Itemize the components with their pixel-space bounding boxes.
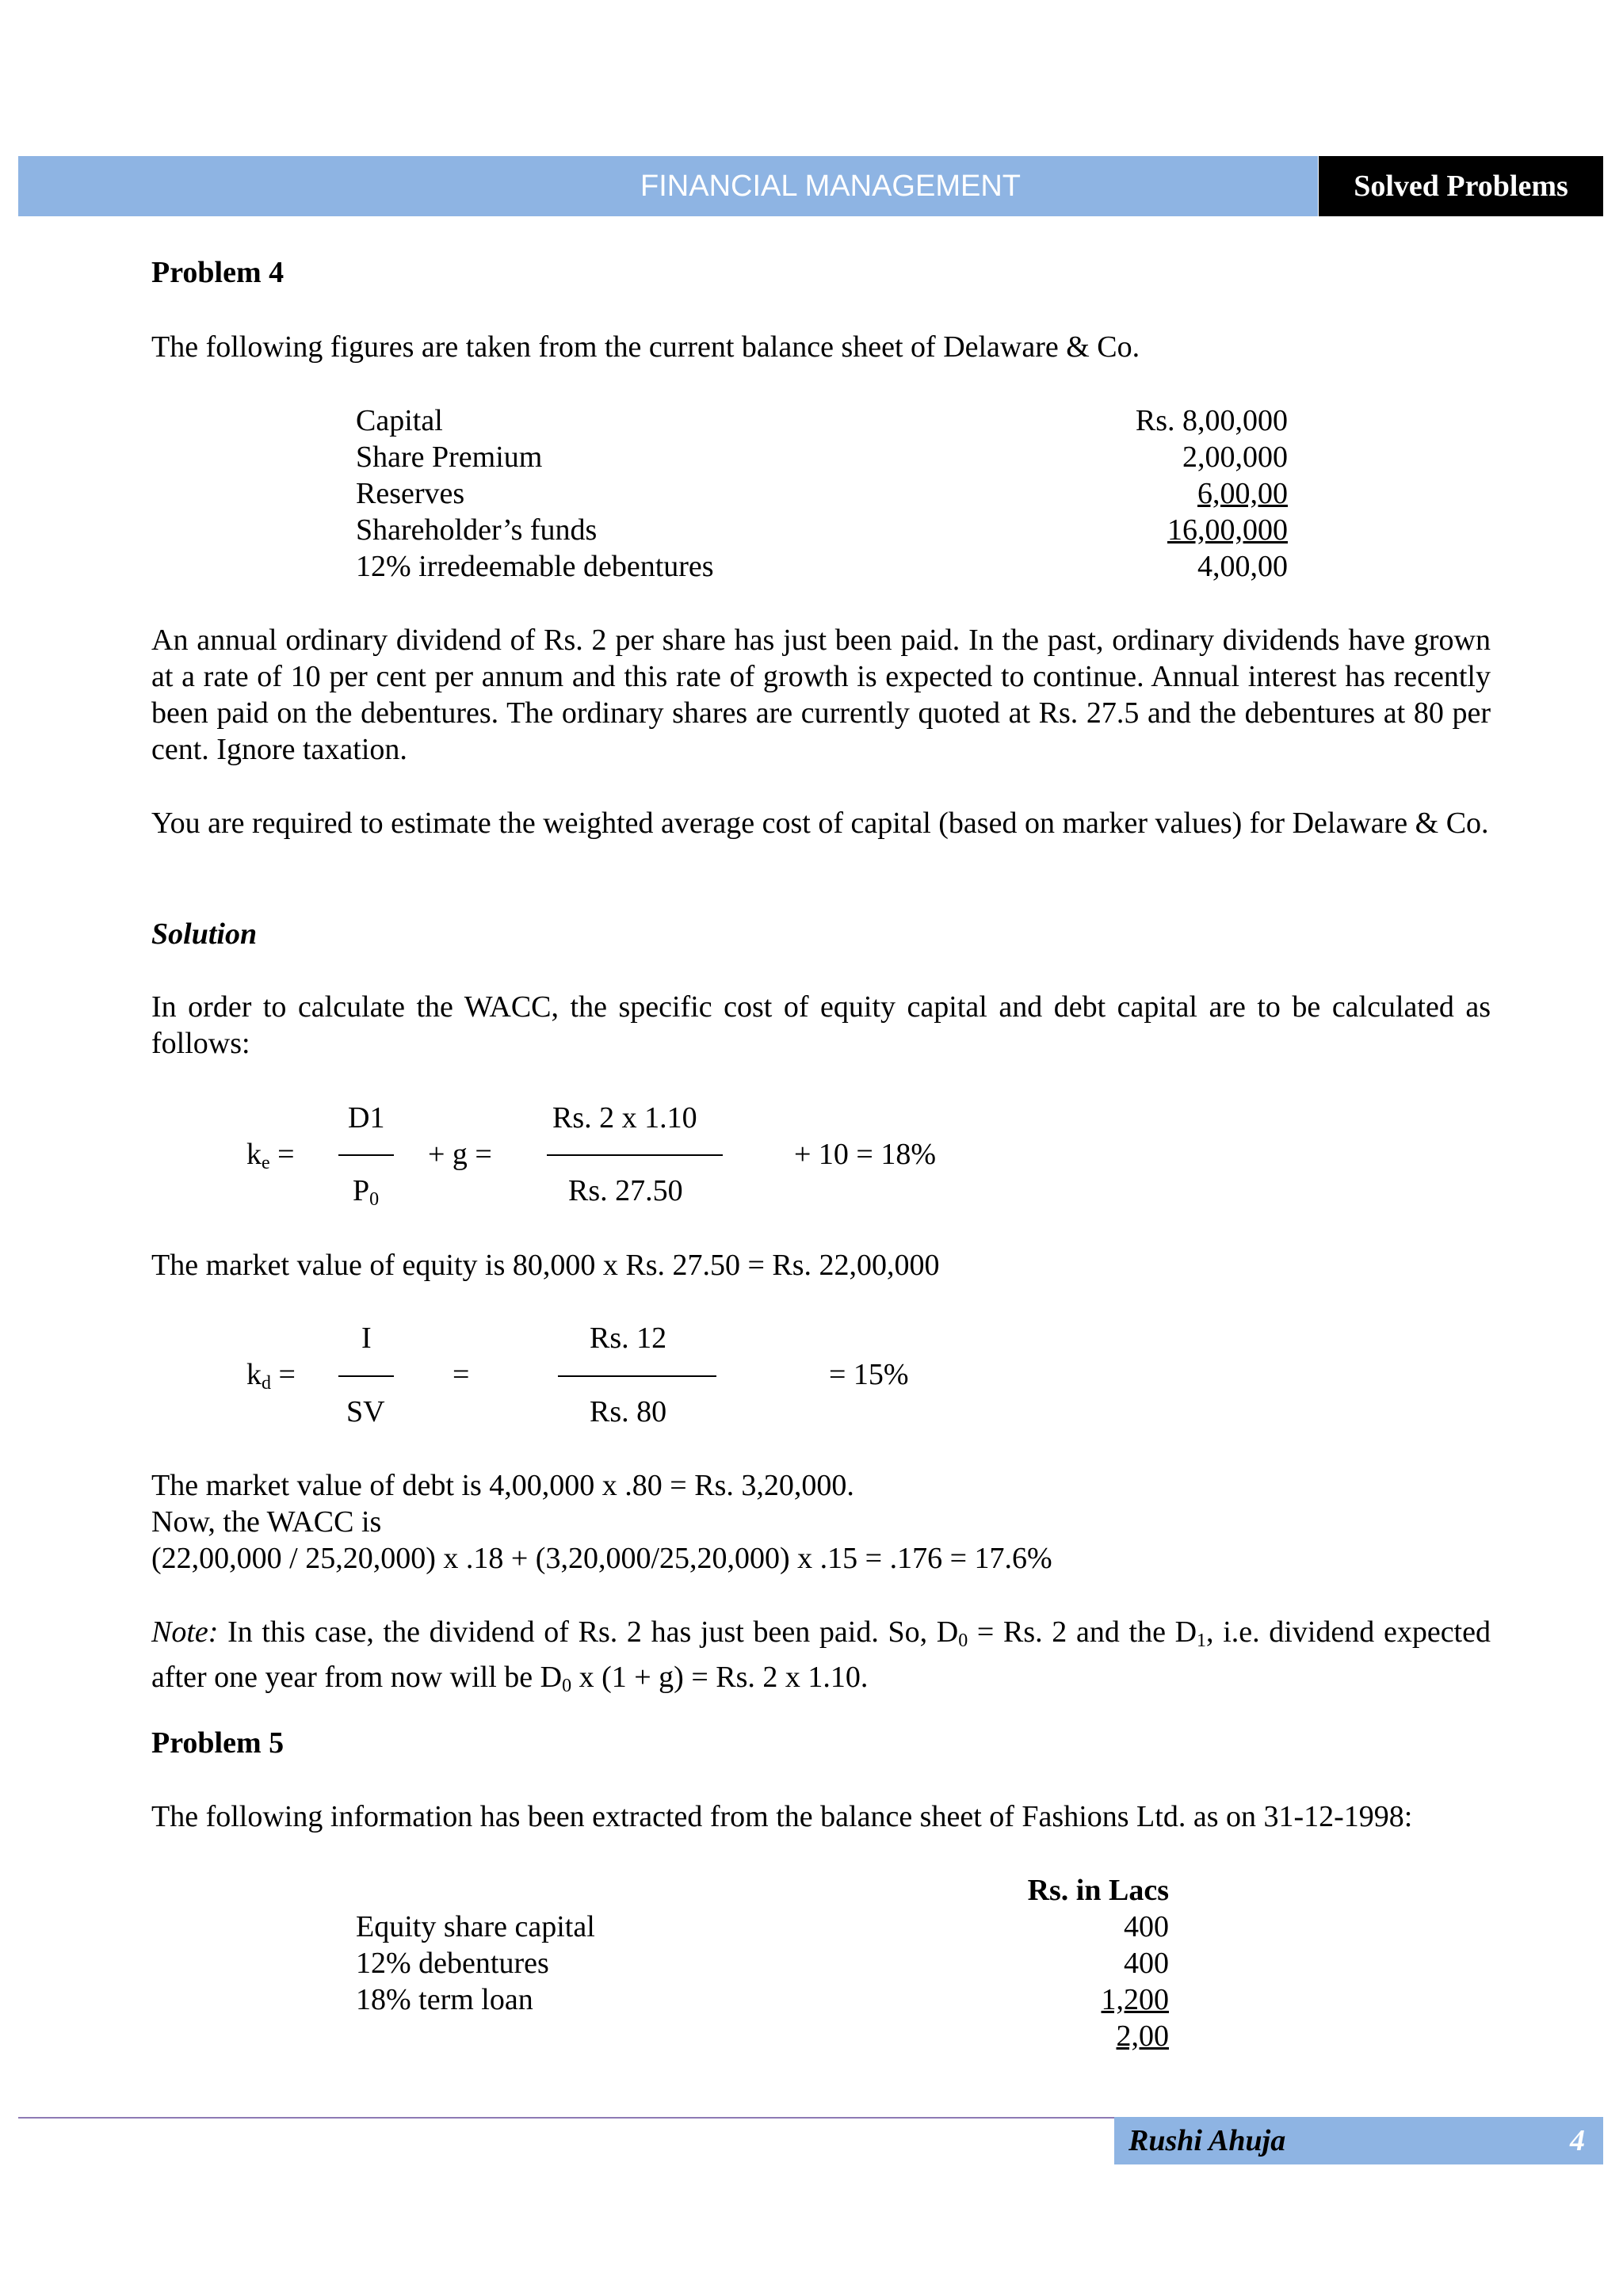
ke-mid: + g = (428, 1138, 492, 1171)
ke-fraction-line-2 (547, 1154, 723, 1156)
bs-row-value: 1,200 (1101, 1983, 1169, 2016)
bs-row-value: Rs. 8,00,000 (1135, 404, 1288, 437)
kd-denominator-1: SV (346, 1395, 385, 1428)
note-paragraph: Note: In this case, the dividend of Rs. 2 has just been paid. So, $D_0 = Rs$. 2 and the $D_1$, i.e. dividend expected after one year from now will be $D_0$ x (1 + g) = Rs. 2 x 1.10. (151, 1615, 1491, 1696)
kd-denominator-2: Rs. 80 (590, 1395, 667, 1428)
bs-row-label: Equity share capital (356, 1910, 595, 1943)
kd-result: = 15% (829, 1358, 909, 1391)
bs-row-value: 16,00,000 (1167, 513, 1288, 547)
kd-fraction-line-2 (558, 1375, 716, 1377)
wacc-intro: Now, the WACC is (151, 1505, 382, 1539)
equity-market-value: The market value of equity is 80,000 x Rs. 27.50 = Rs. 22,00,000 (151, 1249, 940, 1282)
column-header: Rs. in Lacs (1027, 1874, 1169, 1907)
ke-fraction-line-1 (338, 1154, 394, 1156)
ke-numerator-2: Rs. 2 x 1.10 (552, 1101, 697, 1135)
debt-market-value: The market value of debt is 4,00,000 x .80 = Rs. 3,20,000. (151, 1469, 854, 1502)
solution-intro: In order to calculate the WACC, the specific cost of equity capital and debt capital are to be calculated as follows: (151, 990, 1491, 1060)
ke-denominator-1: $P_0$ (353, 1174, 380, 1210)
bs-row-value: 4,00,00 (1197, 550, 1288, 583)
bs-row-value: 2,00,000 (1182, 441, 1288, 474)
bs-row-label: 18% term loan (356, 1983, 533, 2016)
page-number: 4 (1570, 2124, 1585, 2157)
bs-row-label: Share Premium (356, 441, 543, 474)
solution-title: Solution (151, 917, 258, 951)
bs-row-value: 6,00,00 (1197, 477, 1288, 510)
wacc-calculation: (22,00,000 / 25,20,000) x .18 + (3,20,000/25,20,000) x .15 = .176 = 17.6% (151, 1542, 1052, 1575)
ke-lhs: $k_e$ = (246, 1138, 295, 1173)
footer-author: Rushi Ahuja (1128, 2124, 1286, 2157)
bs-row-label: Shareholder’s funds (356, 513, 598, 547)
problem-4-title: Problem 4 (151, 256, 285, 289)
bs-row-value: 400 (1124, 1910, 1169, 1943)
header-subject: FINANCIAL MANAGEMENT (640, 170, 1021, 203)
problem-5-intro: The following information has been extracted from the balance sheet of Fashions Ltd. as on 31-12-1998: (151, 1800, 1413, 1833)
header-tag: Solved Problems (1319, 156, 1603, 216)
problem-4-paragraph: An annual ordinary dividend of Rs. 2 per share has just been paid. In the past, ordinary dividends have grown at a rate of 10 per cent per annum and this rate of growth is expected to continue. Annual interest has recently been paid on the debentures. The ordinary shares are currently quoted at Rs. 27.5 and the debentures at 80 per cent. Ignore taxation. (151, 624, 1491, 766)
bs-row-label: Capital (356, 404, 443, 437)
ke-result: + 10 = 18% (794, 1138, 937, 1171)
kd-mid: = (453, 1358, 470, 1391)
bs-row-label: 12% irredeemable debentures (356, 550, 714, 583)
kd-lhs: $k_d$ = (246, 1358, 296, 1394)
problem-5-title: Problem 5 (151, 1726, 285, 1760)
problem-4-intro: The following figures are taken from the current balance sheet of Delaware & Co. (151, 330, 1140, 364)
kd-numerator-1: I (361, 1322, 372, 1355)
bs-row-label: Reserves (356, 477, 465, 510)
ke-numerator-1: D1 (348, 1101, 385, 1135)
kd-fraction-line-1 (338, 1375, 394, 1377)
ke-denominator-2: Rs. 27.50 (568, 1174, 683, 1207)
bs-row-value: 400 (1124, 1947, 1169, 1980)
bs-row-label: 12% debentures (356, 1947, 549, 1980)
kd-numerator-2: Rs. 12 (590, 1322, 667, 1355)
problem-4-requirement: You are required to estimate the weighted average cost of capital (based on marker values) for Delaware & Co. (151, 807, 1489, 840)
bs-total: 2,00 (1116, 2019, 1169, 2053)
